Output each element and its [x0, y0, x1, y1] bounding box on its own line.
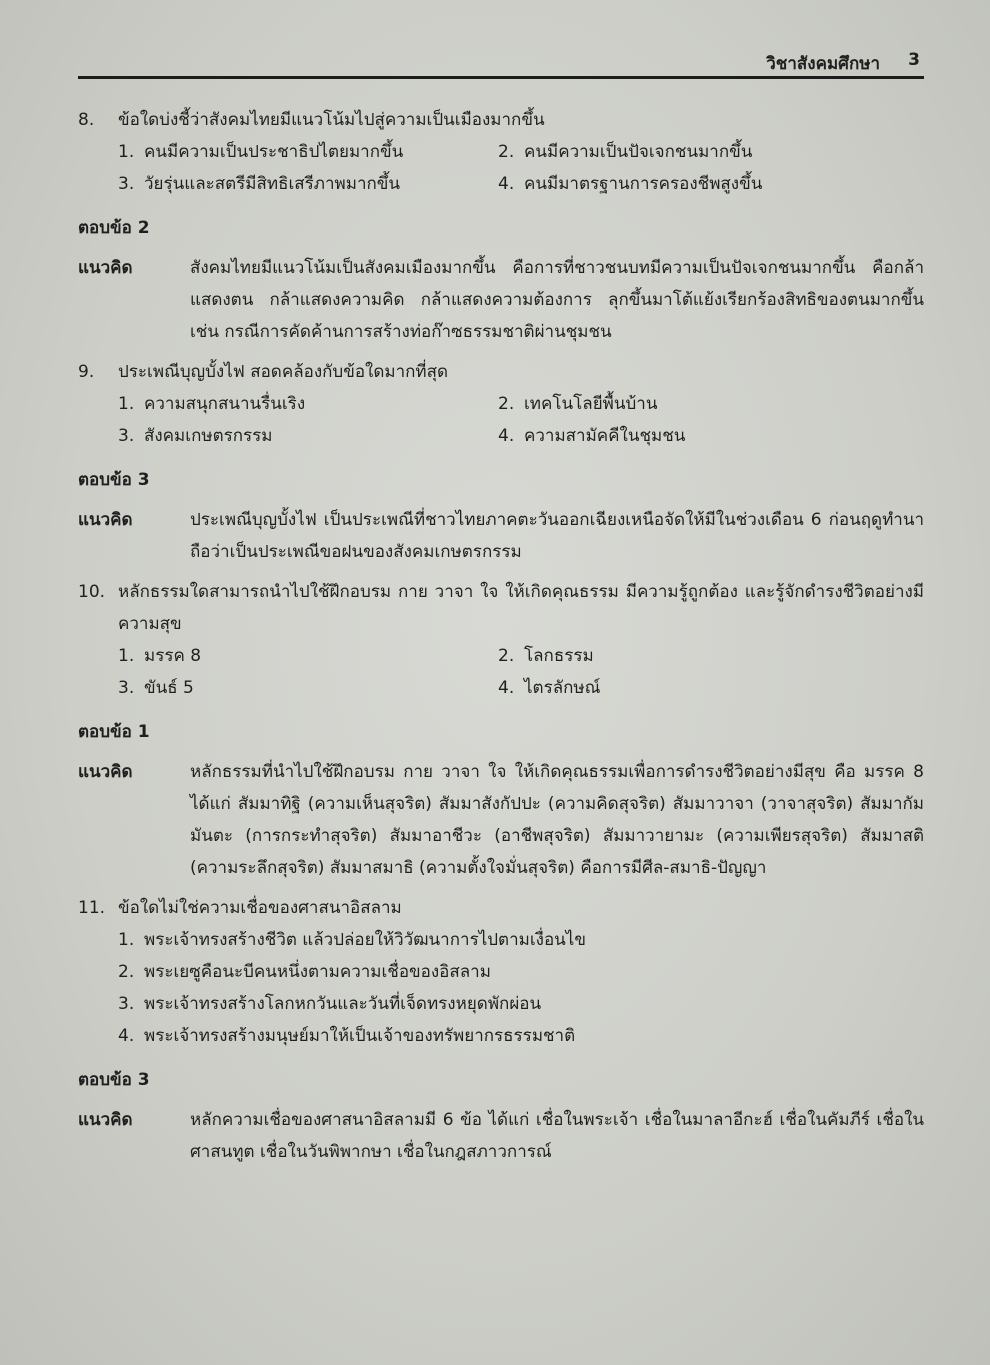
- question-text: ข้อใดไม่ใช่ความเชื่อของศาสนาอิสลาม: [118, 898, 402, 918]
- answer-label: ตอบข้อ: [78, 218, 132, 238]
- question-number: 11.: [78, 898, 106, 918]
- question-number: 8.: [78, 110, 95, 130]
- explanation: [78, 504, 924, 568]
- choice-text: ไตรลักษณ์: [524, 678, 601, 698]
- page-number: 3: [908, 50, 920, 70]
- choice-list: [78, 640, 924, 704]
- header-title: วิชาสังคมศึกษา: [766, 54, 880, 74]
- choice-list: [78, 924, 924, 1052]
- choice-text: พระเยซูคือนะบีคนหนึ่งตามความเชื่อของอิสลาม: [144, 962, 491, 982]
- answer-value: 1: [137, 722, 150, 742]
- explanation-label: แนวคิด: [78, 510, 133, 530]
- explanation-label: แนวคิด: [78, 258, 133, 278]
- choice-number: 2.: [498, 142, 515, 162]
- choice-number: 2.: [118, 962, 135, 982]
- answer-label: ตอบข้อ: [78, 470, 132, 490]
- explanation-text: สังคมไทยมีแนวโน้มเป็นสังคมเมืองมากขึ้น คือการที่ชาวชนบทมีความเป็นปัจเจกชนมากขึ้น คือกล้าแสดงตน กล้าแสดงความคิด กล้าแสดงความต้องการ ลุกขึ้นมาโต้แย้งเรียกร้องสิทธิของตนมากขึ้น เช่น กรณีการคัดค้านการสร้างท่อก๊าซธรรมชาติผ่านชุมชน: [190, 258, 924, 342]
- choice-2: [118, 956, 924, 988]
- question-number: 10.: [78, 582, 106, 602]
- page-content: [78, 104, 924, 1176]
- choice-text: พระเจ้าทรงสร้างชีวิต แล้วปล่อยให้วิวัฒนาการไปตามเงื่อนไข: [144, 930, 586, 950]
- explanation-label: แนวคิด: [78, 1110, 133, 1130]
- choice-number: 3.: [118, 426, 135, 446]
- choice-number: 1.: [118, 930, 135, 950]
- choice-number: 2.: [498, 646, 515, 666]
- choice-number: 1.: [118, 142, 135, 162]
- choice-3: [118, 420, 498, 452]
- answer-line: [78, 1064, 924, 1096]
- choice-1: [118, 924, 924, 956]
- explanation-text: หลักธรรมที่นำไปใช้ฝึกอบรม กาย วาจา ใจ ให้เกิดคุณธรรมเพื่อการดำรงชีวิตอย่างมีสุข คือ มรรค 8 ได้แก่ สัมมาทิฐิ (ความเห็นสุจริต) สัมมาสังกัปปะ (ความคิดสุจริต) สัมมาวาจา (วาจาสุจริต) สัมมากัมมันตะ (การกระทำสุจริต) สัมมาอาชีวะ (อาชีพสุจริต) สัมมาวายามะ (ความเพียรสุจริต) สัมมาสติ (ความระลึกสุจริต) สัมมาสมาธิ (ความตั้งใจมั่นสุจริต) คือการมีศีล-สมาธิ-ปัญญา: [190, 762, 924, 878]
- choice-text: พระเจ้าทรงสร้างมนุษย์มาให้เป็นเจ้าของทรัพยากรธรรมชาติ: [144, 1026, 576, 1046]
- choice-text: โลกธรรม: [524, 646, 594, 666]
- answer-label: ตอบข้อ: [78, 722, 132, 742]
- choice-list: [78, 388, 924, 452]
- choice-number: 3.: [118, 678, 135, 698]
- explanation: [78, 252, 924, 348]
- choice-4: [498, 672, 924, 704]
- answer-line: [78, 716, 924, 748]
- choice-2: [498, 388, 924, 420]
- answer-label: ตอบข้อ: [78, 1070, 132, 1090]
- choice-text: ขันธ์ 5: [144, 678, 194, 698]
- question-number: 9.: [78, 362, 95, 382]
- choice-text: มรรค 8: [144, 646, 202, 666]
- choice-4: [118, 1020, 924, 1052]
- choice-text: เทคโนโลยีพื้นบ้าน: [524, 394, 658, 414]
- choice-number: 1.: [118, 394, 135, 414]
- choice-number: 2.: [498, 394, 515, 414]
- choice-text: ความสามัคคีในชุมชน: [524, 426, 686, 446]
- choice-1: [118, 640, 498, 672]
- choice-number: 4.: [498, 174, 515, 194]
- choice-1: [118, 136, 498, 168]
- choice-text: พระเจ้าทรงสร้างโลกหกวันและวันที่เจ็ดทรงหยุดพักผ่อน: [144, 994, 542, 1014]
- choice-number: 1.: [118, 646, 135, 666]
- question-11: [78, 892, 924, 924]
- choice-text: คนมีมาตรฐานการครองชีพสูงขึ้น: [524, 174, 763, 194]
- question-text: ข้อใดบ่งชี้ว่าสังคมไทยมีแนวโน้มไปสู่ความเป็นเมืองมากขึ้น: [118, 110, 545, 130]
- choice-number: 4.: [498, 426, 515, 446]
- question-8: [78, 104, 924, 136]
- choice-number: 3.: [118, 174, 135, 194]
- explanation-label: แนวคิด: [78, 762, 133, 782]
- question-9: [78, 356, 924, 388]
- question-text: ประเพณีบุญบั้งไฟ สอดคล้องกับข้อใดมากที่สุด: [118, 362, 449, 382]
- choice-number: 4.: [118, 1026, 135, 1046]
- choice-text: ความสนุกสนานรื่นเริง: [144, 394, 306, 414]
- explanation-text: หลักความเชื่อของศาสนาอิสลามมี 6 ข้อ ได้แก่ เชื่อในพระเจ้า เชื่อในมาลาอีกะฮ์ เชื่อในคัมภีร์ เชื่อในศาสนทูต เชื่อในวันพิพากษา เชื่อในกฎสภาวการณ์: [190, 1110, 924, 1162]
- choice-2: [498, 136, 924, 168]
- choice-text: สังคมเกษตรกรรม: [144, 426, 273, 446]
- choice-3: [118, 168, 498, 200]
- choice-4: [498, 168, 924, 200]
- choice-3: [118, 672, 498, 704]
- choice-1: [118, 388, 498, 420]
- choice-list: [78, 136, 924, 200]
- page-header: [78, 44, 924, 79]
- answer-line: [78, 464, 924, 496]
- question-text: หลักธรรมใดสามารถนำไปใช้ฝึกอบรม กาย วาจา ใจ ให้เกิดคุณธรรม มีความรู้ถูกต้อง และรู้จักดำรงชีวิตอย่างมีความสุข: [118, 582, 924, 634]
- explanation: [78, 1104, 924, 1168]
- answer-value: 3: [137, 470, 150, 490]
- choice-number: 4.: [498, 678, 515, 698]
- choice-number: 3.: [118, 994, 135, 1014]
- choice-text: คนมีความเป็นปัจเจกชนมากขึ้น: [524, 142, 753, 162]
- choice-text: วัยรุ่นและสตรีมีสิทธิเสรีภาพมากขึ้น: [144, 174, 401, 194]
- choice-2: [498, 640, 924, 672]
- answer-value: 3: [137, 1070, 150, 1090]
- choice-text: คนมีความเป็นประชาธิปไตยมากขึ้น: [144, 142, 404, 162]
- choice-4: [498, 420, 924, 452]
- explanation-text: ประเพณีบุญบั้งไฟ เป็นประเพณีที่ชาวไทยภาคตะวันออกเฉียงเหนือจัดให้มีในช่วงเดือน 6 ก่อนฤดูทำนา ถือว่าเป็นประเพณีขอฝนของสังคมเกษตรกรรม: [190, 510, 924, 562]
- answer-value: 2: [137, 218, 150, 238]
- answer-line: [78, 212, 924, 244]
- explanation: [78, 756, 924, 884]
- question-10: [78, 576, 924, 640]
- choice-3: [118, 988, 924, 1020]
